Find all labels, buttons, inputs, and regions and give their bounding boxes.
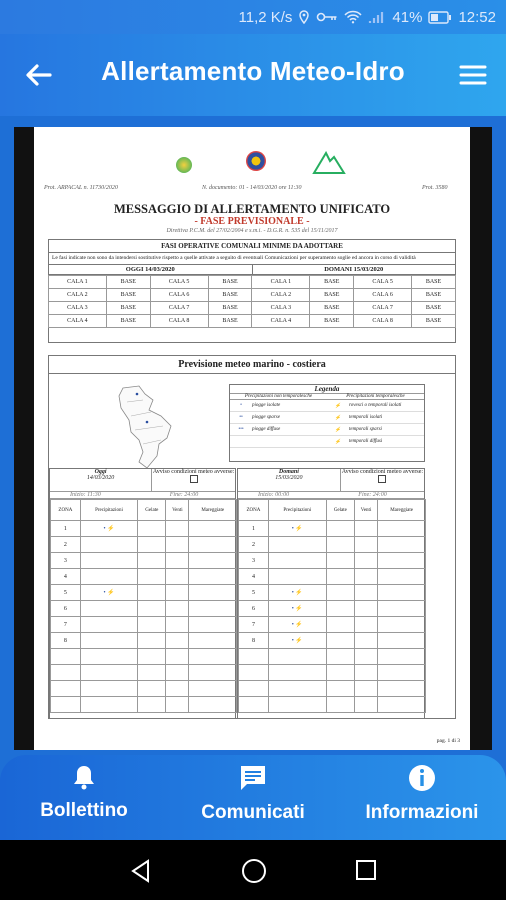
zone-cell [51, 665, 81, 681]
lightning-symbol-icon: ⚡ [334, 403, 342, 409]
region-logo [176, 157, 192, 173]
tomorrow-date: 15/03/2020 [275, 475, 303, 481]
zone-phase-cell: CALA 7 [354, 302, 412, 315]
zone-cell [138, 617, 166, 633]
zone-phase-cell: BASE [106, 289, 150, 302]
legend-text: piogge diffuse [252, 427, 281, 432]
zone-phase-cell: BASE [310, 302, 354, 315]
zone-cell [326, 633, 354, 649]
section1-note: Le fasi indicate non sono da intendersi sostitutive rispetto a quelle attivate a seguito di eventuali Comunicazioni per superamento soglie ed ancora in corso di validità [49, 253, 455, 265]
zone-cell [189, 601, 237, 617]
zone-phase-cell: CALA 5 [354, 276, 412, 289]
zone-row [51, 601, 237, 617]
zone-phase-cell: BASE [208, 276, 252, 289]
zone-cell [239, 649, 269, 665]
zone-number: 3 [239, 553, 269, 569]
today-header [50, 469, 235, 492]
page-number: pag. 1 di 3 [436, 738, 460, 744]
zone-phase-cell: BASE [412, 315, 456, 328]
zone-cell [378, 569, 426, 585]
zone-phase-cell: BASE [310, 315, 354, 328]
nav-bollettino-label: Bollettino [40, 800, 128, 821]
zone-cell [354, 633, 377, 649]
zone-number: 8 [51, 633, 81, 649]
legend-cell [327, 427, 424, 433]
zone-phase-cell: BASE [310, 289, 354, 302]
tomorrow-label: DOMANI 15/03/2020 [324, 266, 384, 273]
zone-phase-cell: BASE [412, 289, 456, 302]
zone-cell [354, 585, 377, 601]
doc-title: MESSAGGIO DI ALLERTAMENTO UNIFICATO [113, 202, 391, 216]
status-bar [0, 0, 506, 34]
zone-header-cell: Mareggiate [378, 500, 426, 521]
zone-number: 3 [51, 553, 81, 569]
zone-cell [354, 697, 377, 713]
zone-number: 4 [239, 569, 269, 585]
zone-number: 4 [51, 569, 81, 585]
key-icon [316, 11, 338, 23]
zone-cell [354, 553, 377, 569]
today-day-block [50, 469, 151, 491]
zone-phase-cell: CALA 2 [252, 289, 310, 302]
zone-cell [80, 649, 138, 665]
precip-icon: • ⚡ [268, 521, 326, 537]
zone-phase-cell: BASE [310, 276, 354, 289]
zone-cell [80, 553, 138, 569]
zone-cell [239, 697, 269, 713]
home-circle-icon[interactable] [240, 857, 268, 890]
zone-cell [378, 617, 426, 633]
zone-row [239, 569, 426, 585]
legend-text: temporali sparsi [349, 427, 382, 432]
zone-cell [326, 553, 354, 569]
section2-title: Previsione meteo marino - costiera [49, 356, 455, 374]
zone-phase-row [49, 302, 456, 315]
rain-drop-icon: •• [239, 415, 243, 420]
zone-cell [166, 521, 189, 537]
zone-phase-cell: CALA 5 [150, 276, 208, 289]
zone-number: 7 [239, 617, 269, 633]
legend-text: temporali isolati [349, 415, 383, 420]
zone-cell [51, 681, 81, 697]
legend-head-right: Precipitazioni temporalesche [346, 394, 405, 399]
zone-cell [354, 569, 377, 585]
legend-row [230, 424, 424, 436]
today-times [50, 492, 235, 499]
zone-cell [80, 537, 138, 553]
zone-cell [80, 617, 138, 633]
battery-icon [428, 11, 452, 24]
tomorrow-avviso-checkbox[interactable] [378, 475, 386, 483]
zone-number: 2 [239, 537, 269, 553]
zone-phase-cell: CALA 2 [49, 289, 107, 302]
precip-icon: • ⚡ [268, 633, 326, 649]
zone-cell [378, 697, 426, 713]
app-bar [0, 34, 506, 116]
zone-cell [189, 569, 237, 585]
zone-empty-row [51, 681, 237, 697]
recents-square-icon[interactable] [354, 858, 378, 887]
zone-cell [80, 569, 138, 585]
zone-empty-row [51, 649, 237, 665]
zone-number: 5 [239, 585, 269, 601]
zone-cell [189, 633, 237, 649]
rain-drop-icon: • [240, 403, 242, 408]
section-fasi-operative [48, 239, 456, 343]
nav-comunicati[interactable] [169, 763, 337, 824]
zone-header-row [51, 500, 237, 521]
tomorrow-forecast [237, 468, 425, 719]
tomorrow-times [238, 492, 424, 499]
zone-header-cell: ZONA [239, 500, 269, 521]
zone-cell [326, 521, 354, 537]
zone-cell [326, 585, 354, 601]
today-label: OGGI 14/03/2020 [49, 265, 253, 274]
zone-phase-cell: CALA 3 [49, 302, 107, 315]
zone-cell [354, 601, 377, 617]
today-forecast [49, 468, 236, 719]
zone-cell [189, 585, 237, 601]
legend-text: temporali diffusi [349, 439, 383, 444]
nav-informazioni[interactable] [338, 763, 506, 824]
nav-informazioni-label: Informazioni [365, 802, 479, 823]
zone-cell [326, 649, 354, 665]
zone-cell [354, 521, 377, 537]
zone-row [239, 585, 426, 601]
civil-protection-logo [246, 151, 266, 171]
zone-empty-row [239, 697, 426, 713]
zone-cell [138, 521, 166, 537]
zone-phase-row [49, 289, 456, 302]
legend-row [230, 400, 424, 412]
zone-phase-cell: BASE [208, 289, 252, 302]
zone-cell [166, 681, 189, 697]
pdf-viewer[interactable] [14, 127, 492, 750]
zone-number: 6 [51, 601, 81, 617]
zone-header-cell: Mareggiate [189, 500, 237, 521]
doc-phase: - FASE PREVISIONALE - [194, 216, 310, 227]
wifi-icon [344, 10, 362, 24]
zone-phase-cell: CALA 6 [150, 289, 208, 302]
zone-phase-cell: CALA 4 [49, 315, 107, 328]
location-icon [298, 10, 310, 24]
zone-number: 6 [239, 601, 269, 617]
zone-header-cell: Gelate [326, 500, 354, 521]
zone-number: 7 [51, 617, 81, 633]
legend-text: rovesci o temporali isolati [349, 403, 402, 408]
section-meteo-marino [48, 355, 456, 719]
zone-cell [138, 681, 166, 697]
zone-cell [326, 681, 354, 697]
zone-cell [189, 537, 237, 553]
lightning-symbol-icon: ⚡ [334, 439, 342, 445]
zone-row [239, 617, 426, 633]
zone-number: 1 [51, 521, 81, 537]
zone-cell [189, 521, 237, 537]
zone-cell [268, 537, 326, 553]
bell-icon [70, 778, 98, 795]
rain-drop-icon: ••• [238, 427, 244, 432]
zone-phase-cell: BASE [412, 276, 456, 289]
zone-cell [138, 649, 166, 665]
today-zones-table [50, 499, 237, 713]
zone-row [51, 521, 237, 537]
zone-cell [378, 553, 426, 569]
zone-cell [354, 537, 377, 553]
zone-cell [378, 633, 426, 649]
calabria-map [109, 382, 199, 472]
zone-header-cell: Gelate [138, 500, 166, 521]
bottom-navigation [0, 755, 506, 840]
zone-empty-row [51, 665, 237, 681]
zone-phase-row [49, 315, 456, 328]
zone-cell [268, 649, 326, 665]
zone-cell [138, 665, 166, 681]
zone-cell [166, 601, 189, 617]
zone-row [51, 569, 237, 585]
zone-empty-row [239, 681, 426, 697]
tomorrow-end: Fine: 24:00 [358, 492, 387, 498]
zone-cell [80, 633, 138, 649]
arpacal-logo [312, 151, 346, 175]
legend-cell [230, 403, 327, 408]
zone-cell [268, 697, 326, 713]
zone-cell [80, 601, 138, 617]
zone-header-cell: Venti [354, 500, 377, 521]
zone-row [239, 601, 426, 617]
tomorrow-avviso [340, 469, 424, 491]
day-labels [49, 265, 455, 275]
zone-phase-cell: BASE [106, 315, 150, 328]
tomorrow-avviso-label: Avviso condizioni meteo avverse: [341, 469, 424, 475]
legend-cell [327, 415, 424, 421]
zone-phase-cell: CALA 8 [150, 315, 208, 328]
legend-text: piogge isolate [252, 403, 281, 408]
zone-cell [189, 697, 237, 713]
zone-cell [378, 537, 426, 553]
zone-row [239, 537, 426, 553]
zone-cell [189, 649, 237, 665]
zone-cell [326, 697, 354, 713]
zone-cell [166, 633, 189, 649]
tomorrow-day-block [238, 469, 340, 491]
protocol-right: Prot. 3580 [422, 185, 448, 191]
zone-row [239, 553, 426, 569]
zone-cell [268, 681, 326, 697]
zone-cell [268, 665, 326, 681]
legend-cell [230, 415, 327, 420]
zone-cell [166, 537, 189, 553]
today-day: Oggi [94, 469, 107, 475]
zone-cell [51, 697, 81, 713]
app-title: Allertamento Meteo-Idro [101, 56, 405, 86]
lightning-symbol-icon: ⚡ [334, 415, 342, 421]
zone-cell [326, 665, 354, 681]
zone-cell [268, 569, 326, 585]
zone-cell [166, 553, 189, 569]
legend-row [230, 412, 424, 424]
message-icon [238, 780, 268, 797]
zone-header-cell: Venti [166, 500, 189, 521]
zone-cell [138, 585, 166, 601]
zone-cell [378, 601, 426, 617]
zone-empty-row [51, 697, 237, 713]
zone-number: 8 [239, 633, 269, 649]
zone-cell [378, 681, 426, 697]
zone-cell [378, 649, 426, 665]
protocol-mid: N. documento: 01 - 14/03/2020 ore 11:30 [202, 185, 302, 191]
zone-header-cell: Precipitazioni [268, 500, 326, 521]
zone-row [51, 617, 237, 633]
zone-phase-cell: CALA 8 [354, 315, 412, 328]
clock: 12:52 [458, 8, 496, 26]
legend-title: Legenda [230, 385, 424, 394]
zone-row [51, 553, 237, 569]
zone-cell [138, 553, 166, 569]
legend-cell [230, 427, 327, 432]
zone-cell [239, 665, 269, 681]
precip-icon: • ⚡ [80, 585, 138, 601]
legend-cell [327, 439, 424, 445]
protocol-left: Prot. ARPACAL n. 11730/2020 [44, 185, 118, 191]
zone-row [51, 585, 237, 601]
nav-bollettino[interactable] [0, 763, 168, 822]
back-triangle-icon[interactable] [128, 858, 154, 889]
zone-phase-cell: CALA 7 [150, 302, 208, 315]
zone-cell [166, 665, 189, 681]
precip-icon: • ⚡ [268, 617, 326, 633]
section1-title: FASI OPERATIVE COMUNALI MINIME DA ADOTTARE [49, 240, 455, 253]
network-speed: 11,2 K/s [238, 8, 293, 26]
zone-cell [80, 665, 138, 681]
today-date: 14/03/2020 [86, 475, 115, 481]
zone-phase-cell: BASE [106, 276, 150, 289]
legend-text: piogge sparse [252, 415, 280, 420]
system-navigation-bar [0, 840, 506, 900]
zone-cell [80, 681, 138, 697]
zone-cell [326, 569, 354, 585]
zone-cell [354, 665, 377, 681]
bulletin-page [34, 127, 470, 750]
zone-cell [354, 649, 377, 665]
hamburger-menu-icon[interactable] [458, 60, 488, 90]
signal-icon [368, 10, 386, 24]
today-avviso-checkbox[interactable] [190, 475, 198, 483]
zone-cell [378, 585, 426, 601]
zone-number: 1 [239, 521, 269, 537]
zone-cell [138, 537, 166, 553]
zone-cell [166, 569, 189, 585]
zone-row [51, 537, 237, 553]
zone-phase-cell: BASE [208, 302, 252, 315]
tomorrow-header [238, 469, 424, 492]
zone-cell [354, 681, 377, 697]
zone-cell [80, 697, 138, 713]
zone-cell [138, 633, 166, 649]
legend-rows [230, 400, 424, 448]
legend-box [229, 384, 425, 462]
zone-cell [354, 617, 377, 633]
tomorrow-day: Domani [278, 469, 299, 475]
zone-cell [326, 617, 354, 633]
today-avviso [151, 469, 235, 491]
lightning-symbol-icon: ⚡ [334, 427, 342, 433]
zone-number: 5 [51, 585, 81, 601]
doc-subtitle: Direttiva P.C.M. del 27/02/2004 e s.m.i. - D.G.R. n. 535 del 15/11/2017 [166, 228, 338, 234]
zone-cell [326, 537, 354, 553]
today-end: Fine: 24:00 [169, 492, 199, 498]
legend-row [230, 436, 424, 448]
zone-cell [138, 569, 166, 585]
zone-empty-row [239, 665, 426, 681]
today-start: Inizio: 11:30 [70, 492, 101, 498]
zone-cell [166, 697, 189, 713]
zone-cell [189, 617, 237, 633]
precip-icon: • ⚡ [80, 521, 138, 537]
nav-comunicati-label: Comunicati [201, 802, 305, 823]
zone-header-cell: ZONA [51, 500, 81, 521]
zone-cell [268, 553, 326, 569]
zone-cell [166, 585, 189, 601]
zone-cell [138, 601, 166, 617]
zone-cell [138, 697, 166, 713]
zone-phase-cell: BASE [208, 315, 252, 328]
zone-cell [166, 617, 189, 633]
zone-row [239, 521, 426, 537]
zone-cell [239, 681, 269, 697]
zone-phase-cell: CALA 4 [252, 315, 310, 328]
zone-row [239, 633, 426, 649]
zone-cell [51, 649, 81, 665]
zone-cell [378, 521, 426, 537]
legend-cell [327, 403, 424, 409]
info-icon [407, 780, 437, 797]
zone-phase-row [49, 276, 456, 289]
zone-phase-cell: CALA 3 [252, 302, 310, 315]
zone-row [51, 633, 237, 649]
zone-cell [378, 665, 426, 681]
zone-cell [189, 665, 237, 681]
zone-header-row [239, 500, 426, 521]
zone-cell [166, 649, 189, 665]
precip-icon: • ⚡ [268, 585, 326, 601]
zone-number: 2 [51, 537, 81, 553]
zone-phase-cell: BASE [106, 302, 150, 315]
battery-percent: 41% [392, 8, 423, 26]
zone-phase-cell: CALA 6 [354, 289, 412, 302]
zone-empty-row [239, 649, 426, 665]
zone-cell [189, 681, 237, 697]
zone-cell [189, 553, 237, 569]
zone-phase-table [48, 275, 456, 328]
logos-row [34, 149, 470, 179]
zone-phase-cell: CALA 1 [49, 276, 107, 289]
zone-phase-cell: CALA 1 [252, 276, 310, 289]
zone-phase-cell: BASE [412, 302, 456, 315]
zone-cell [326, 601, 354, 617]
legend-head-left: Precipitazioni non temporalesche [244, 394, 313, 399]
zone-header-cell: Precipitazioni [80, 500, 138, 521]
tomorrow-zones-table [238, 499, 426, 713]
precip-icon: • ⚡ [268, 601, 326, 617]
tomorrow-start: Inizio: 00:00 [258, 492, 290, 498]
today-avviso-label: Avviso condizioni meteo avverse: [152, 469, 235, 475]
